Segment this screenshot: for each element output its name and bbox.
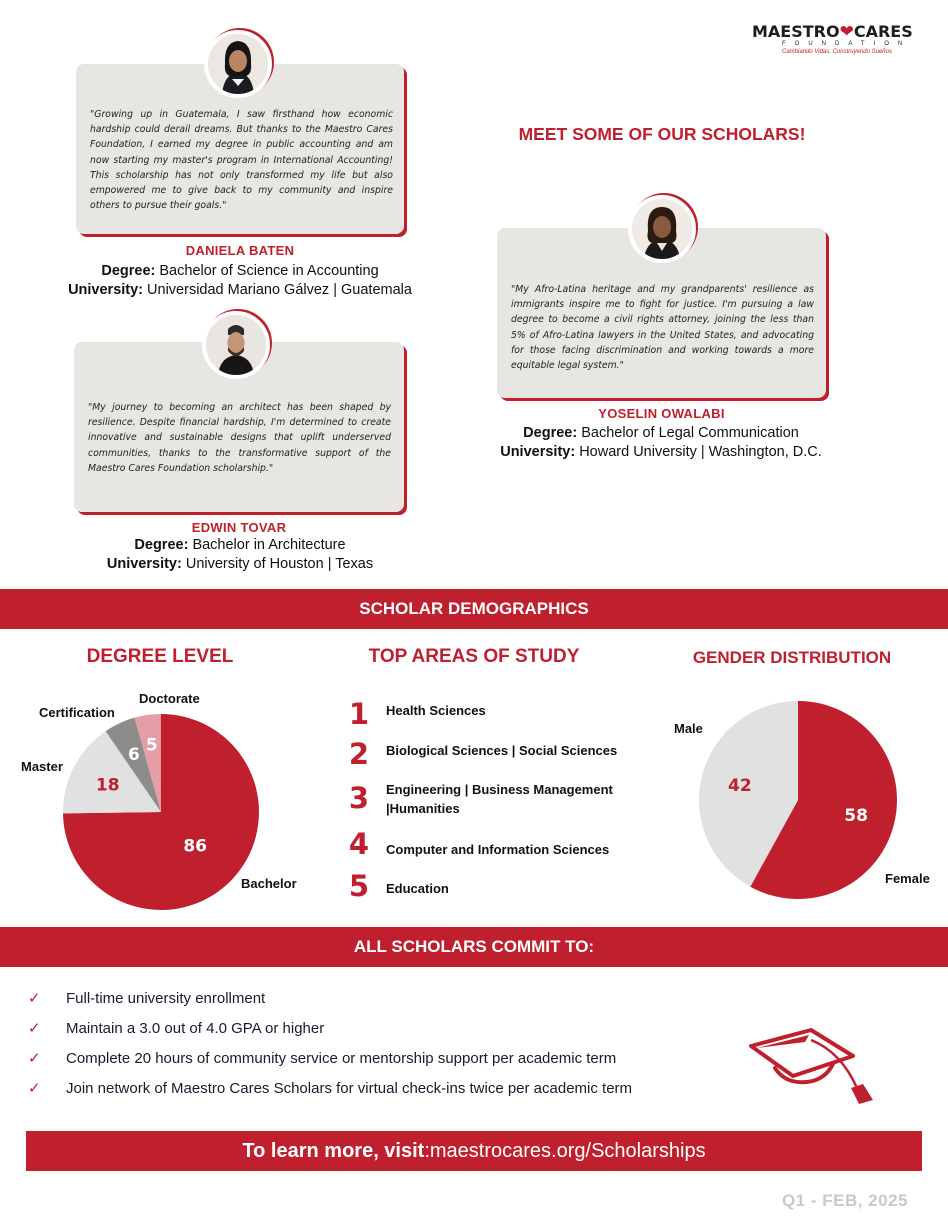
- study-item: Engineering | Business Management |Humanities: [386, 782, 613, 816]
- commit-band: ALL SCHOLARS COMMIT TO:: [0, 927, 948, 967]
- pie-value-female: 58: [844, 805, 868, 826]
- rank-number: 1: [348, 697, 370, 731]
- pie-label-female: Female: [885, 871, 930, 886]
- scholar-university: University: Howard University | Washington, D.C.: [500, 444, 822, 460]
- scholar-name: EDWIN TOVAR: [191, 520, 287, 535]
- study-item: Computer and Information Sciences: [386, 842, 610, 857]
- avatar: [202, 311, 270, 379]
- checkmark-icon: ✓: [28, 990, 41, 1007]
- scholar-quote: "My journey to becoming an architect has been shaped by resilience. Despite financial hardship, I'm determined to create innovative and sustainable designs that uplift underserved communities, thanks to the transformative support of the Maestro Cares Foundation scholarship.": [88, 402, 391, 474]
- scholar-degree: Degree: Bachelor of Legal Communication: [523, 425, 799, 441]
- heart-icon: ❤: [839, 22, 854, 42]
- commit-item: ✓ Join network of Maestro Cares Scholars for virtual check-ins twice per academic term: [28, 1079, 633, 1097]
- study-title: TOP AREAS OF STUDY: [368, 646, 580, 667]
- rank-number: 2: [348, 737, 370, 771]
- avatar: [628, 195, 696, 263]
- rank-number: 5: [348, 869, 370, 903]
- commit-item: ✓ Complete 20 hours of community service or mentorship support per academic term: [28, 1049, 617, 1067]
- scholars-heading: MEET SOME OF OUR SCHOLARS!: [518, 124, 806, 144]
- checkmark-icon: ✓: [28, 1020, 41, 1037]
- brand-logo: [752, 22, 924, 62]
- pie-label-doctorate: Doctorate: [139, 691, 200, 706]
- rank-number: 4: [348, 827, 370, 861]
- logo-wordmark: MAESTRO❤CARES: [752, 22, 913, 42]
- checkmark-icon: ✓: [28, 1080, 41, 1097]
- graduation-cap-icon: [745, 1020, 885, 1110]
- gender-title: GENDER DISTRIBUTION: [692, 648, 892, 667]
- scholar-university: University: University of Houston | Texas: [106, 556, 374, 572]
- commit-item: ✓ Full-time university enrollment: [28, 989, 266, 1007]
- pie-value-male: 42: [728, 776, 752, 797]
- scholar-university: University: Universidad Mariano Gálvez | Guatemala: [68, 282, 412, 298]
- pie-value-bachelor: 86: [183, 836, 208, 857]
- study-item: Biological Sciences | Social Sciences: [386, 743, 618, 758]
- checkmark-icon: ✓: [28, 1050, 41, 1067]
- scholar-quote: "My Afro-Latina heritage and my grandparents' resilience as immigrants inspire me to fight for justice. I'm pursuing a law degree to become a civil rights attorney, joining the less than 5% of Afro-Latina lawyers in the United States, and advocating for those facing discrimination and working towards a more equitable legal system.": [511, 284, 814, 372]
- scholar-name: YOSELIN OWALABI: [598, 406, 725, 421]
- issue-date: Q1 - FEB, 2025: [781, 1191, 908, 1210]
- pie-label-bachelor: Bachelor: [241, 876, 297, 891]
- scholar-degree: Degree: Bachelor in Architecture: [134, 537, 346, 553]
- degree-level-title: DEGREE LEVEL: [86, 646, 234, 667]
- pie-label-certification: Certification: [39, 705, 115, 720]
- pie-value-master: 18: [95, 775, 120, 796]
- logo-tagline: Cambiando Vidas, Construyendo Sueños: [782, 49, 892, 55]
- scholar-degree: Degree: Bachelor of Science in Accounting: [101, 263, 379, 279]
- avatar: [204, 30, 272, 98]
- pie-label-master: Master: [21, 759, 63, 774]
- pie-value-certification: 6: [127, 745, 140, 766]
- scholar-quote: "Growing up in Guatemala, I saw firsthand how economic hardship could derail dreams. But thanks to the Maestro Cares Foundation, I earned my degree in public accounting and am now starting my master's program in International Accounting! This scholarship has not only transformed my life but also empowered me to give back to my community and inspire others to pursue their goals.": [90, 109, 393, 212]
- pie-value-doctorate: 5: [145, 735, 158, 756]
- rank-number: 3: [348, 781, 370, 815]
- scholar-name: DANIELA BATEN: [185, 243, 295, 258]
- learn-more-bar: To learn more, visit : maestrocares.org/Scholarships: [26, 1131, 922, 1171]
- study-item: Education: [386, 881, 449, 896]
- pie-label-male: Male: [674, 721, 703, 736]
- commit-item: ✓ Maintain a 3.0 out of 4.0 GPA or higher: [28, 1019, 325, 1037]
- logo-subtitle: FOUNDATION: [782, 41, 912, 47]
- scholarships-link[interactable]: maestrocares.org/Scholarships: [429, 1139, 706, 1162]
- demographics-band: SCHOLAR DEMOGRAPHICS: [0, 589, 948, 629]
- study-item: Health Sciences: [386, 703, 486, 718]
